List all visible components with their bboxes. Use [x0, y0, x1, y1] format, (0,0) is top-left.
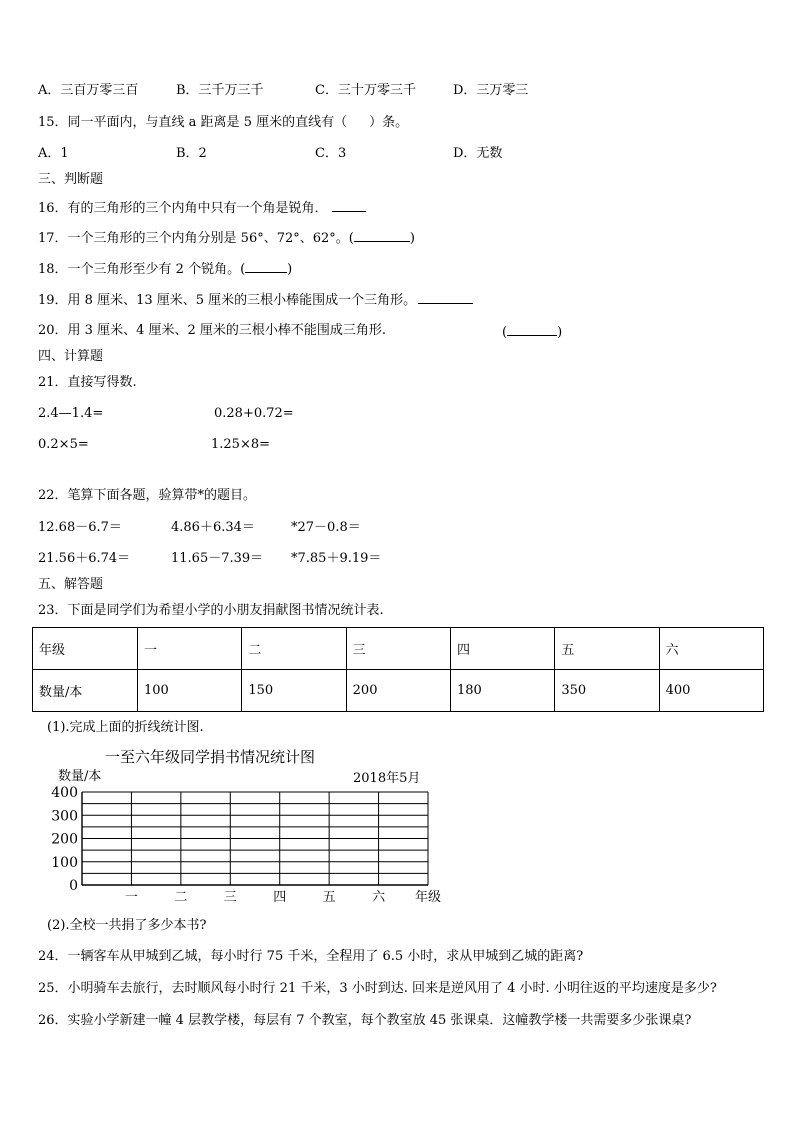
table-cell: 六 [659, 628, 763, 670]
q15-option-c: C．3 [315, 146, 347, 161]
q22-item: *7.85＋9.19＝ [291, 551, 382, 566]
table-cell: 三 [346, 628, 450, 670]
table-cell: 五 [555, 628, 659, 670]
table-cell: 100 [138, 670, 242, 712]
q20-answer [502, 323, 562, 341]
chart-x-tick-label: 四 [273, 890, 287, 905]
question-23: 23．下面是同学们为希望小学的小朋友捐献图书情况统计表. [38, 603, 384, 618]
table-cell: 180 [450, 670, 554, 712]
question-15 [38, 115, 408, 131]
table-cell: 数量/本 [33, 670, 138, 712]
q22-item: 4.86＋6.34＝ [171, 520, 255, 535]
table-cell: 150 [242, 670, 346, 712]
table-row [33, 670, 764, 712]
q15-option-d: D．无数 [453, 146, 503, 161]
q18-close: ) [287, 262, 293, 277]
q22-item: 12.68－6.7＝ [38, 520, 122, 535]
donation-table [32, 627, 764, 712]
q15-text: 15．同一平面内，与直线 a 距离是 5 厘米的直线有（ [38, 115, 348, 130]
question-23-part-1: (1).完成上面的折线统计图. [47, 720, 204, 735]
q17-close: ) [409, 231, 415, 246]
chart-y-tick-label: 100 [51, 854, 78, 871]
question-23-part-2: (2).全校一共捐了多少本书? [47, 918, 207, 933]
chart-x-tick-label: 五 [322, 890, 336, 905]
chart-x-tick-label: 六 [372, 890, 386, 905]
section-5-heading: 五、解答题 [38, 577, 104, 592]
question-20: 20．用 3 厘米、4 厘米、2 厘米的三根小棒不能围成三角形. [38, 323, 387, 338]
table-cell: 年级 [33, 628, 138, 670]
q14-option-a: A．三百万零三百 [38, 83, 139, 98]
q15-text-end: ）条。 [369, 115, 409, 130]
q14-option-c: C．三十万零三千 [315, 83, 416, 98]
chart-y-tick-label: 400 [51, 785, 78, 801]
q19-answer-blank[interactable] [418, 291, 473, 304]
q14-option-b: B．三千万三千 [176, 83, 264, 98]
q21-item: 2.4—1.4= [38, 406, 104, 421]
q20-answer-blank[interactable] [507, 323, 557, 336]
chart-y-axis-label: 数量/本 [58, 769, 102, 784]
chart-y-tick-label: 300 [51, 808, 78, 825]
chart-x-tick-label: 一 [124, 890, 138, 905]
question-16 [38, 199, 366, 217]
chart-title: 一至六年级同学捐书情况统计图 [105, 748, 316, 766]
q21-item: 0.2×5= [38, 437, 89, 452]
question-26: 26．实验小学新建一幢 4 层教学楼，每层有 7 个教室，每个教室放 45 张课桌．这幢教学楼一共需要多少张课桌? [38, 1013, 692, 1028]
chart-subtitle: 2018年5月 [353, 771, 421, 786]
table-row [33, 628, 764, 670]
chart-x-tick-label: 二 [174, 890, 188, 905]
q18-text: 18．一个三角形至少有 2 个锐角。( [38, 262, 246, 277]
question-24: 24．一辆客车从甲城到乙城，每小时行 75 千米，全程用了 6.5 小时，求从甲城到乙城的距离? [38, 949, 584, 964]
chart-y-tick-label: 0 [69, 878, 78, 894]
q21-item: 0.28+0.72= [214, 406, 294, 421]
q20-open: ( [502, 325, 508, 340]
line-chart [40, 742, 500, 907]
q17-text: 17．一个三角形的三个内角分别是 56°、72°、62°。( [38, 231, 354, 246]
table-cell: 四 [450, 628, 554, 670]
q15-option-a: A．1 [38, 146, 69, 161]
chart-x-axis-label: 年级 [415, 890, 442, 905]
q21-item: 1.25×8= [211, 437, 271, 452]
q16-text: 16．有的三角形的三个内角中只有一个角是锐角． [38, 201, 328, 216]
table-cell: 二 [242, 628, 346, 670]
q20-close: ) [557, 325, 563, 340]
q15-option-b: B．2 [176, 146, 207, 161]
q22-item: 11.65－7.39＝ [171, 551, 264, 566]
chart-grid [82, 792, 428, 885]
table-cell: 350 [555, 670, 659, 712]
section-3-heading: 三、判断题 [38, 172, 104, 187]
section-4-heading: 四、计算题 [38, 349, 104, 364]
chart-x-ticks [125, 890, 386, 905]
q17-answer-blank[interactable] [354, 229, 410, 242]
question-21: 21．直接写得数. [38, 375, 137, 390]
chart-x-tick-label: 三 [223, 890, 237, 905]
question-17 [38, 229, 415, 247]
q18-answer-blank[interactable] [245, 260, 287, 273]
chart-y-tick-label: 200 [51, 831, 78, 848]
question-18 [38, 260, 292, 278]
chart-y-ticks [51, 785, 78, 894]
question-19 [38, 291, 473, 309]
table-cell: 一 [138, 628, 242, 670]
question-22: 22．笔算下面各题，验算带*的题目。 [38, 488, 257, 503]
q22-item: 21.56＋6.74＝ [38, 551, 131, 566]
q22-item: *27－0.8＝ [291, 520, 361, 535]
q16-answer-blank[interactable] [332, 199, 366, 212]
table-cell: 400 [659, 670, 763, 712]
q19-text: 19．用 8 厘米、13 厘米、5 厘米的三根小棒能围成一个三角形。 [38, 293, 417, 308]
q14-option-d: D．三万零三 [453, 83, 529, 98]
table-cell: 200 [346, 670, 450, 712]
question-25: 25．小明骑车去旅行，去时顺风每小时行 21 千米，3 小时到达. 回来是逆风用了 4 小时. 小明往返的平均速度是多少? [38, 981, 717, 996]
